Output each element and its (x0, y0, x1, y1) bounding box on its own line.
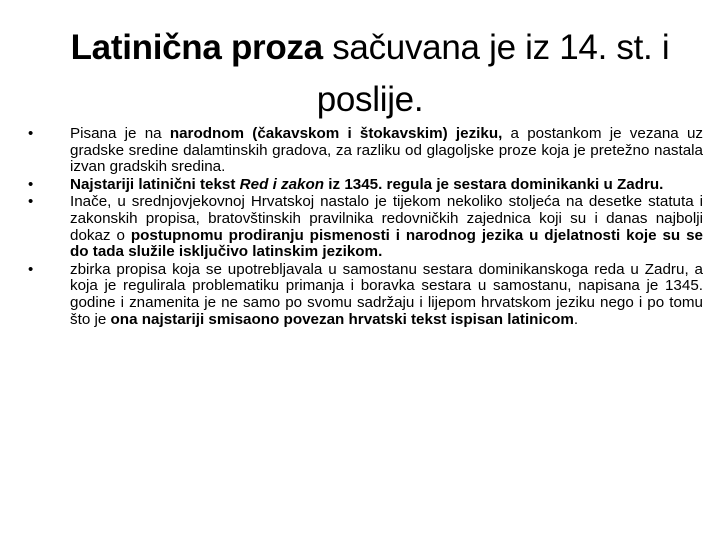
bullet-1-text-c: a postankom je vezana uz gradske sredine dalamtinskih gradova, za razliku od glagoljske proze koja je pretežno nastala izvan gradskih sredina. (70, 125, 704, 176)
bullet-4-text-a: zbirka propisa koja se upotrebljavala u samostanu sestara dominikanskoga reda u Zadru, a koja je regulirala problematiku primanja i boravka sestara u samostanu, napisana je 1345. godine i znamenita je ne samo po svomu sadržaju i lijepom hrvatskom jeziku nego i po tomu što je (70, 260, 703, 328)
bullet-icon: • (28, 125, 34, 142)
bullet-2-text-c: iz 1345. regula je sestara dominikanki u Zadru. (324, 175, 664, 193)
bullet-4-text-c: . (573, 310, 579, 328)
bullet-item-4 (28, 262, 703, 328)
bullet-2-text-b: Red i zakon (239, 175, 325, 193)
bullet-list (28, 126, 703, 329)
bullet-icon: • (28, 193, 34, 211)
bullet-3-text-b: postupnomu prodiranju pismenosti i narodnog jezika u djelatnosti koje su se do tada služile isključivo latinskim jezikom. (70, 226, 704, 261)
bullet-item-2 (28, 177, 703, 194)
bullet-icon: • (28, 175, 34, 193)
bullet-3-text-a: Inače, u srednjovjekovnoj Hrvatskoj nastalo je tijekom nekoliko stoljeća na desetke statuta i zakonskih propisa, bratovštinskih pravilnika redovničkih zajednica koji su i danas najbolji dokaz o (70, 193, 703, 244)
title-bold: Latinična proza (70, 28, 323, 67)
title-rest: sačuvana je iz 14. st. i poslije. (316, 28, 670, 119)
bullet-1-text-a: Pisana je na (70, 125, 170, 142)
slide-title (40, 22, 700, 126)
bullet-4-text-b: ona najstariji smisaono povezan hrvatski tekst ispisan latinicom (110, 310, 574, 328)
bullet-1-text-b: narodnom (čakavskom i štokavskim) jeziku, (169, 125, 503, 142)
bullet-item-1 (28, 126, 703, 176)
bullet-item-3 (28, 194, 703, 260)
bullet-icon: • (28, 260, 34, 278)
bullet-2-text-a: Najstariji latinični tekst (70, 175, 240, 193)
